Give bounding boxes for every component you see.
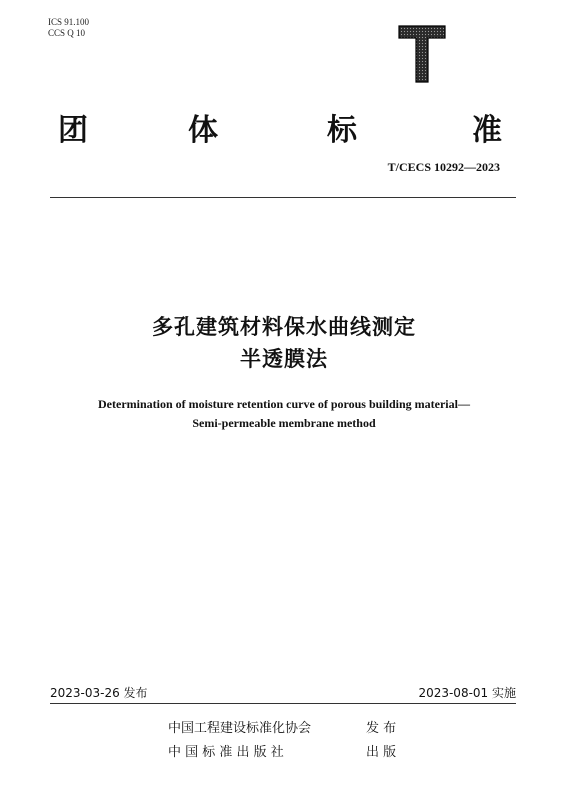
english-title-line-2: Semi-permeable membrane method xyxy=(192,416,376,430)
title-char-2: 体 xyxy=(188,113,218,148)
english-title-line-1: Determination of moisture retention curve of porous building material— xyxy=(98,397,470,411)
standard-type-title xyxy=(52,105,512,148)
publisher-row-1 xyxy=(0,717,568,737)
title-char-4: 准 xyxy=(472,113,502,148)
standard-logo-icon xyxy=(397,24,447,84)
standard-number: T/CECS 10292—2023 xyxy=(387,160,500,174)
publisher-name: 中 国 标 准 出 版 社 xyxy=(168,745,284,760)
publisher-row-2 xyxy=(0,741,568,761)
implementation-date: 2023-08-01 实施 xyxy=(418,686,516,700)
chinese-title-line-2: 半透膜法 xyxy=(240,347,328,371)
ics-code: ICS 91.100 xyxy=(48,17,90,27)
title-char-1: 团 xyxy=(58,113,88,148)
top-divider xyxy=(50,197,516,198)
classification-codes xyxy=(48,17,89,39)
publisher-action: 出 版 xyxy=(366,745,397,760)
chinese-title-line-1: 多孔建筑材料保水曲线测定 xyxy=(152,315,416,339)
issue-date: 2023-03-26 发布 xyxy=(50,686,148,700)
publisher-name: 中国工程建设标准化协会 xyxy=(168,721,312,736)
bottom-divider xyxy=(50,703,516,704)
title-char-3: 标 xyxy=(327,113,357,148)
ccs-code: CCS Q 10 xyxy=(48,28,86,38)
publisher-action: 发 布 xyxy=(366,721,397,736)
